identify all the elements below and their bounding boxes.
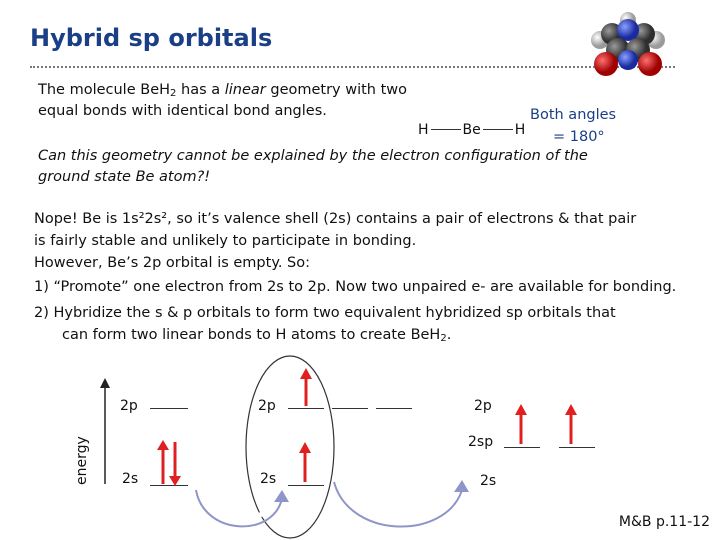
reference-citation: M&B p.11-12 xyxy=(618,514,710,530)
answer-line-3: However, Be’s 2p orbital is empty. So: xyxy=(34,255,311,271)
promoted-2s-electron xyxy=(298,442,312,484)
answer-line-4: 1) “Promote” one electron from 2s to 2p. Now two unpaired e- are available for bonding. xyxy=(34,279,677,295)
promoted-2p-label: 2p xyxy=(258,398,276,414)
promoted-2p-orbital-3 xyxy=(376,408,412,409)
angles-line-2: = 180° xyxy=(553,129,605,145)
question-line-1: Can this geometry cannot be explained by the electron configuration of the xyxy=(38,148,588,164)
hybrid-sp-electron-1 xyxy=(514,404,528,446)
intro-line-1: The molecule BeH$_2$ has a linear geometry with two xyxy=(38,82,408,99)
beh2-structure xyxy=(418,122,525,138)
be-atom: Be xyxy=(462,122,481,138)
hybrid-2s-label: 2s xyxy=(480,473,497,489)
answer-line-2: is fairly stable and unlikely to participate in bonding. xyxy=(34,233,417,249)
bond-left xyxy=(431,129,461,130)
promoted-2s-orbital xyxy=(288,485,324,486)
ground-2s-electron-pair xyxy=(156,440,182,486)
promoted-2s-label: 2s xyxy=(260,471,277,487)
answer-line-1: Nope! Be is 1s²2s², so it’s valence shell (2s) contains a pair of electrons & that pair xyxy=(34,211,637,227)
molecule-model-icon xyxy=(582,10,674,78)
h-atom-right: H xyxy=(514,122,526,138)
promotion-curved-arrow xyxy=(190,488,300,532)
ground-2p-label: 2p xyxy=(120,398,138,414)
bond-right xyxy=(483,129,513,130)
h-atom-left: H xyxy=(418,122,429,138)
hybrid-2p-label: 2p xyxy=(474,398,492,414)
title-divider xyxy=(30,66,675,68)
ground-2p-orbital xyxy=(150,408,188,409)
answer-line-6: can form two linear bonds to H atoms to create BeH$_2$. xyxy=(62,327,452,344)
intro-line-2: equal bonds with identical bond angles. xyxy=(38,103,327,119)
energy-axis-label: energy xyxy=(74,436,90,485)
promoted-2p-orbital-2 xyxy=(332,408,368,409)
hybrid-sp-orbital-1 xyxy=(504,447,540,448)
hybrid-2sp-label: 2sp xyxy=(468,434,494,450)
promoted-2p-electron xyxy=(299,368,313,408)
hybrid-sp-orbital-2 xyxy=(559,447,595,448)
angles-line-1: Both angles xyxy=(530,107,617,123)
answer-line-5: 2) Hybridize the s & p orbitals to form two equivalent hybridized sp orbitals that xyxy=(34,305,616,321)
hybridization-curved-arrow xyxy=(330,478,470,536)
page-title: Hybrid sp orbitals xyxy=(30,24,273,52)
ground-2s-label: 2s xyxy=(122,471,139,487)
promoted-2p-orbital-1 xyxy=(288,408,324,409)
hybrid-sp-electron-2 xyxy=(564,404,578,446)
question-line-2: ground state Be atom?! xyxy=(38,169,211,185)
energy-axis xyxy=(98,378,112,488)
